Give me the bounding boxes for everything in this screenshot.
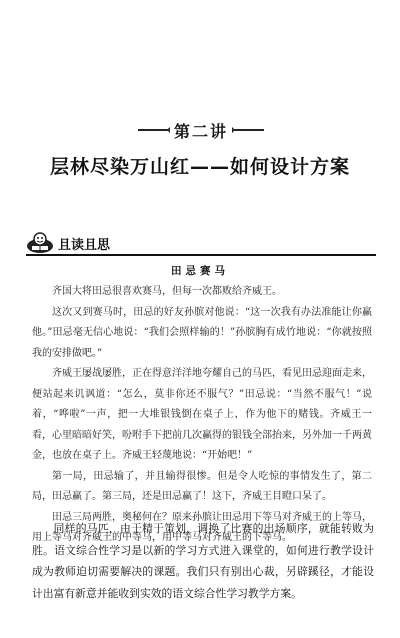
story-paragraph: 第一局，田忌输了，并且输得很惨。但是令人吃惊的事情发生了，第二局，田忌赢了。第三局，还是田忌赢了！这下，齐威王目瞪口呆了。 — [32, 470, 372, 502]
story-paragraph: 这次又到赛马时，田忌的好友孙膑对他说：“这一次我有办法准能让你赢他。”田忌毫无信心地说：“我们会照样输的！”孙膑胸有成竹地说：“你就按照我的安排做吧。” — [32, 306, 372, 359]
section-divider — [26, 254, 376, 256]
summary-body — [32, 518, 374, 604]
banner-rule-right — [234, 129, 264, 131]
story-body — [32, 282, 372, 549]
section-header — [26, 232, 376, 254]
story-paragraph: 齐威王屡战屡胜，正在得意洋洋地夸耀自己的马匹，看见田忌迎面走来，便站起来讥讽道：“怎么，莫非你还不服气？”田忌说：“当然不服气！”说着，“哗啦”一声，把一大堆银钱倒在桌子上，作为他下的赌钱。齐威王一看，心里暗暗好笑，吩咐手下把前几次赢得的银钱全部抬来，另外加一千两黄金，也放在桌子上。齐威王轻蔑地说：“开始吧！” — [32, 368, 372, 461]
story-paragraph: 田忌三局两胜，奥秘何在？原来孙膑让田忌用下等马对齐威王的上等马，用上等马对齐威王的中等马，用中等马对齐威王的下等马。 — [32, 511, 372, 543]
chapter-title: 层林尽染万山红——如何设计方案 — [49, 156, 350, 178]
lecture-banner — [142, 118, 260, 142]
banner-rule-left — [138, 129, 168, 131]
section-label: 且读且思 — [58, 238, 111, 253]
summary-paragraph: 同样的马匹，由于精于策划，调换了比赛的出场顺序，就能转败为胜。语文综合性学习是以新的学习方式进入课堂的，如何进行教学设计成为教师迫切需要解决的课题。我们只有别出心裁，另辟蹊径，才能设计出富有新意并能收到实效的语文综合性学习教学方案。 — [32, 522, 374, 600]
story-title: 田忌赛马 — [171, 265, 229, 277]
reading-badge-icon — [26, 232, 54, 254]
story-paragraph: 齐国大将田忌很喜欢赛马，但每一次都败给齐威王。 — [52, 286, 282, 297]
lecture-title: 第二讲 — [170, 119, 232, 142]
